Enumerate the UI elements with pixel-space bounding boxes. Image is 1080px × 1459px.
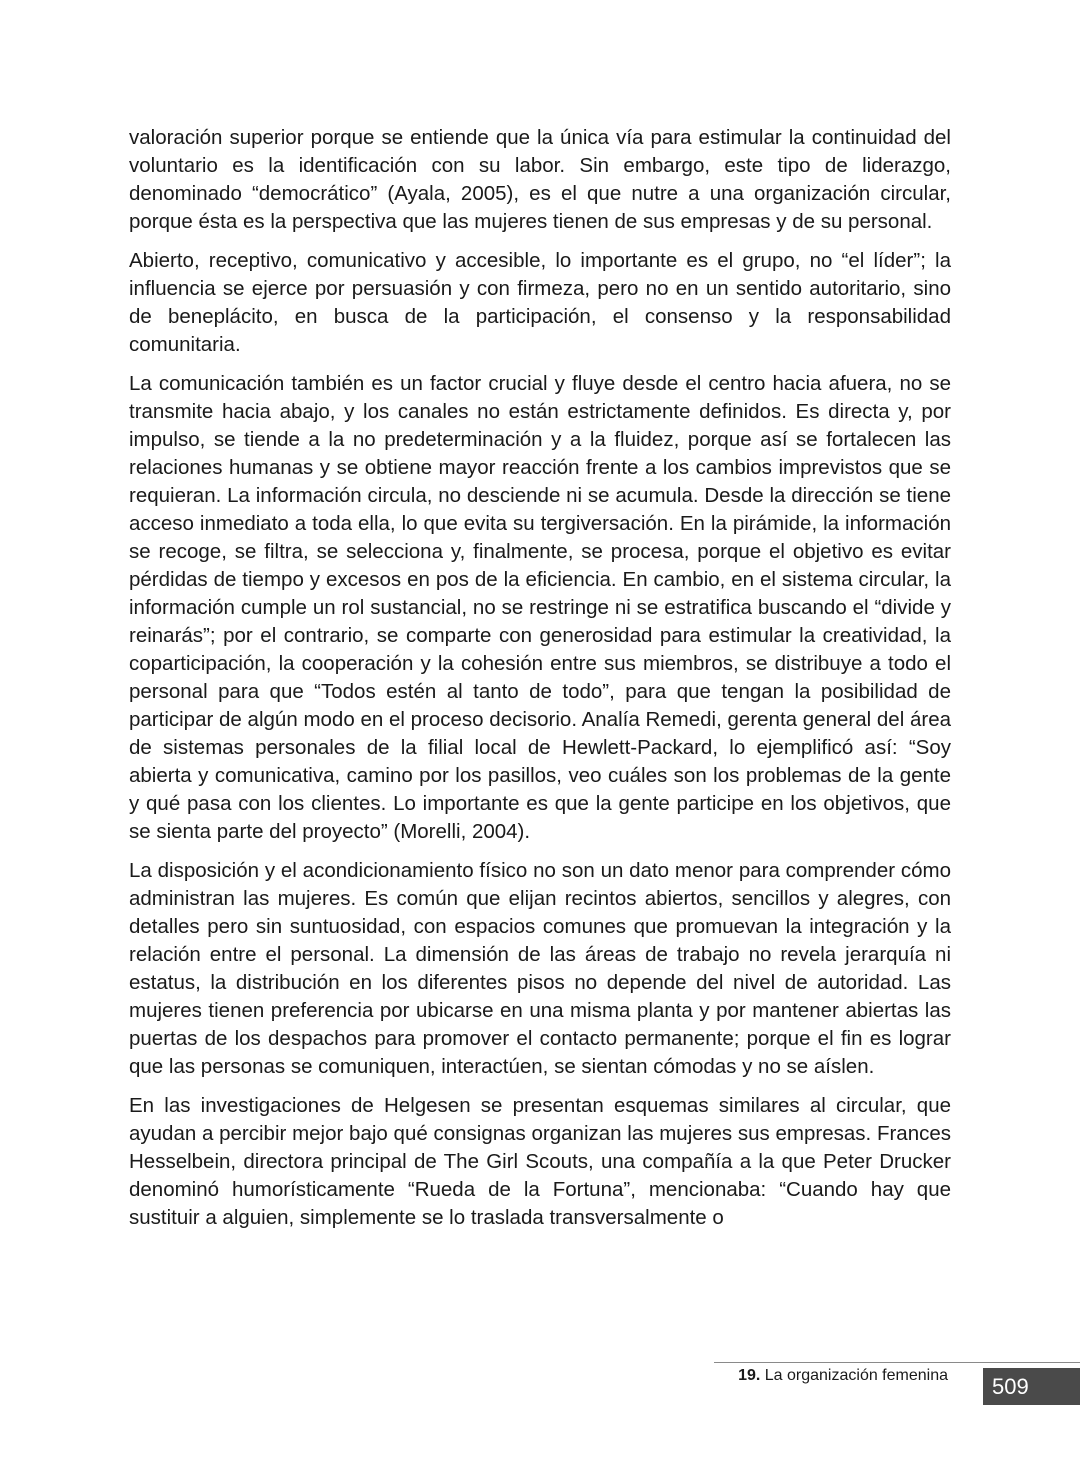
page-number-box — [983, 1368, 1080, 1405]
paragraph: La comunicación también es un factor crucial y fluye desde el centro hacia afuera, no se transmite hacia abajo, y los canales no están estrictamente definidos. Es directa y, por impulso, se tiende a la no predeterminación y a la fluidez, porque así se fortalecen las relaciones humanas y se obtiene mayor reacción frente a los cambios imprevistos que se requieran. La información circula, no desciende ni se acumula. Desde la dirección se tiene acceso inmediato a toda ella, lo que evita su tergiversación. En la pirámide, la información se recoge, se filtra, se selecciona y, finalmente, se procesa, porque el objetivo es evitar pérdidas de tiempo y excesos en pos de la eficiencia. En cambio, en el sistema circular, la información cumple un rol sustancial, no se restringe ni se estratifica buscando el “divide y reinarás”; por el contrario, se comparte con generosidad para estimular la creatividad, la coparticipación, la cooperación y la cohesión entre sus miembros, se distribuye a todo el personal para que “Todos estén al tanto de todo”, para que tengan la posibilidad de participar de algún modo en el proceso decisorio. Analía Remedi, gerenta general del área de sistemas personales de la filial local de Hewlett-Packard, lo ejemplificó así: “Soy abierta y comunicativa, camino por los pasillos, veo cuáles son los problemas de la gente y qué pasa con los clientes. Lo importante es que la gente participe en los objetivos, que se sienta parte del proyecto” (Morelli, 2004). — [129, 372, 951, 843]
paragraph: La disposición y el acondicionamiento físico no son un dato menor para comprender cómo administran las mujeres. Es común que elijan recintos abiertos, sencillos y alegres, con detalles pero sin suntuosidad, con espacios comunes que promuevan la integración y la relación entre el personal. La dimensión de las áreas de trabajo no revela jerarquía ni estatus, la distribución en los diferentes pisos no depende del nivel de autoridad. Las mujeres tienen preferencia por ubicarse en una misma planta y por mantener abiertas las puertas de los despachos para promover el contacto permanente; porque el fin es lograr que las personas se comuniquen, interactúen, se sientan cómodas y no se aíslen. — [129, 859, 951, 1078]
body-text — [129, 124, 951, 1243]
running-footer — [738, 1366, 948, 1386]
page-number: 509 — [992, 1374, 1029, 1399]
paragraph: Abierto, receptivo, comunicativo y accesible, lo importante es el grupo, no “el líder”; la influencia se ejerce por persuasión y con firmeza, pero no en un sentido autoritario, sino de beneplácito, en busca de la participación, el consenso y la responsabilidad comunitaria. — [129, 249, 951, 356]
chapter-number: 19. — [738, 1367, 761, 1384]
paragraph: En las investigaciones de Helgesen se presentan esquemas similares al circular, que ayudan a percibir mejor bajo qué consignas organizan las mujeres sus empresas. Frances Hesselbein, directora principal de The Girl Scouts, una compañía a la que Peter Drucker denominó humorísticamente “Rueda de la Fortuna”, mencionaba: “Cuando hay que sustituir a alguien, simplemente se lo traslada transversalmente o — [129, 1094, 951, 1229]
footer-divider — [714, 1362, 1080, 1363]
chapter-title: La organización femenina — [764, 1367, 948, 1384]
paragraph: valoración superior porque se entiende que la única vía para estimular la continuidad del voluntario es la identificación con su labor. Sin embargo, este tipo de liderazgo, denominado “democrático” (Ayala, 2005), es el que nutre a una organización circular, porque ésta es la perspectiva que las mujeres tienen de sus empresas y de su personal. — [129, 126, 951, 233]
